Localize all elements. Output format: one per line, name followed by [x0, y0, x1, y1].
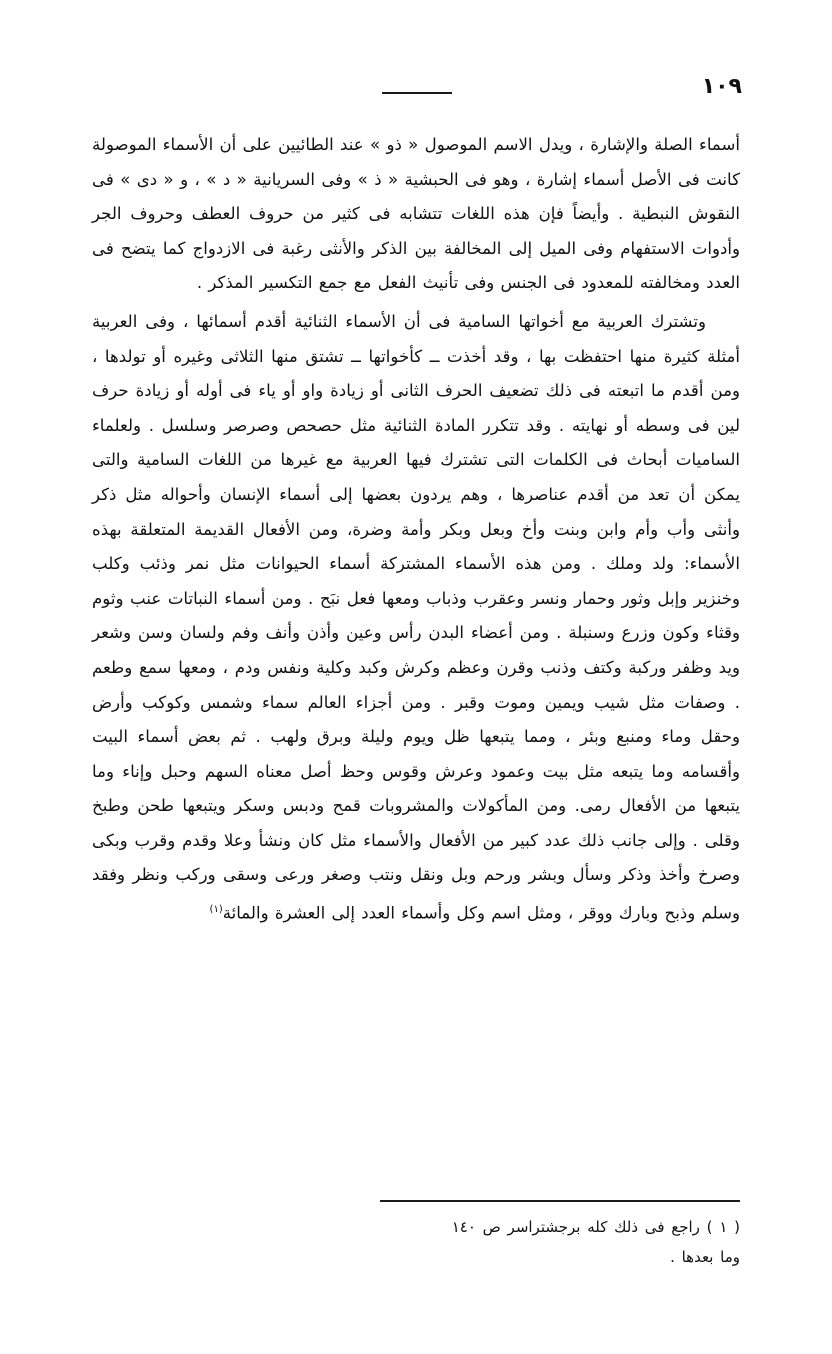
header-rule — [382, 92, 452, 94]
footnote-text — [92, 1212, 740, 1272]
paragraph-2 — [92, 305, 740, 931]
paragraph-2-text: وتشترك العربية مع أخواتها السامية فى أن الأسماء الثنائية أقدم أسمائها ، وفى العربية أمثلة كثيرة منها احتفظت بها ، وقد أخذت ــ كأخواتها ــ تشتق منها الثلاثى وغيره أو تولدها ، ومن أقدم ما اتبعته فى ذلك تضعيف الحرف الثانى أو زيادة واو أو ياء فى أوله أو زيادة حرف لين فى وسطه أو نهايته . وقد تتكرر المادة الثنائية مثل حصحص وصرصر وسلسل . ولعلماء الساميات أبحاث فى الكلمات التى تشترك فيها العربية مع غيرها من اللغات السامية والتى يمكن أن تعد من أقدم عناصرها ، وهم يردون بعضها إلى أسماء الإنسان وأحواله مثل ذكر وأنثى وأب وأم وابن وبنت وأخ وبعل وبكر وأمة وضرة، ومن الأفعال القديمة المتعلقة بهذه الأسماء: ولد وملك . ومن هذه الأسماء المشتركة أسماء الحيوانات مثل نمر وذئب وكلب وخنزير وإبل وثور وحمار ونسر وعقرب وذباب ومعها فعل نبَح . ومن أسماء النباتات عنب وثوم وقثاء وكون وزرع وسنبلة . ومن أعضاء البدن رأس وعين وأذن وأنف وفم ولسان وسن وشعر ويد وظفر وركبة وكتف وذنب وقرن وعظم وكرش وكبد وكلية ونفس ودم ، ومعها سمع وطعم . وصفات مثل شيب ويمين وموت وقبر . ومن أجزاء العالم سماء وشمس وكوكب وأرض وحقل وماء ومنبع وبئر ، ومما يتبعها ظل ويوم وليلة وبرق ولهب . ثم بعض أسماء البيت وأقسامه وما يتبعه مثل بيت وعمود وعرش وقوس وحظ أصل معناه السهم وحبل وإناء وما يتبعها من الأفعال رمى. ومن المأكولات والمشروبات قمح ودبس وسكر ويتبعها طحن وطبخ وقلى . وإلى جانب ذلك عدد كبير من الأفعال والأسماء مثل كان ونشأ وعلا وقدم وقرب وبكى وصرخ وأخذ وذكر وسأل وبشر ورحم وبل ونقل ونتب وصغر ورعى وسقى وركب ونظر وفقد وسلم وذبح وبارك ووقر ، ومثل اسم وكل وأسماء العدد إلى العشرة والمائة — [92, 311, 740, 923]
footnote-reference: (١) — [209, 904, 223, 916]
footnote-area — [92, 1200, 740, 1272]
footnote-rule — [380, 1200, 740, 1202]
paragraph-1: أسماء الصلة والإشارة ، ويدل الاسم الموصول « ذو » عند الطائيين على أن الأسماء الموصولة كانت فى الأصل أسماء إشارة ، وهو فى الحبشية « ذ » وفى السريانية « د » ، و « دى » فى النقوش النبطية . وأيضاً فإن هذه اللغات تتشابه فى كثير من حروف العطف وحروف الجر وأدوات الاستفهام وفى الميل إلى المخالفة بين الذكر والأنثى رغبة فى الازدواج كما يتضح فى العدد ومخالفته للمعدود فى الجنس وفى تأنيث الفعل مع جمع التكسير المذكر . — [92, 135, 740, 293]
page-number: ١٠٩ — [701, 74, 742, 99]
footnote-line-2: وما بعدها . — [670, 1248, 740, 1266]
footnote-line-1: ( ١ ) راجع فى ذلك كله برجشتراسر ص ١٤٠ — [451, 1218, 740, 1236]
body-text — [92, 128, 740, 935]
